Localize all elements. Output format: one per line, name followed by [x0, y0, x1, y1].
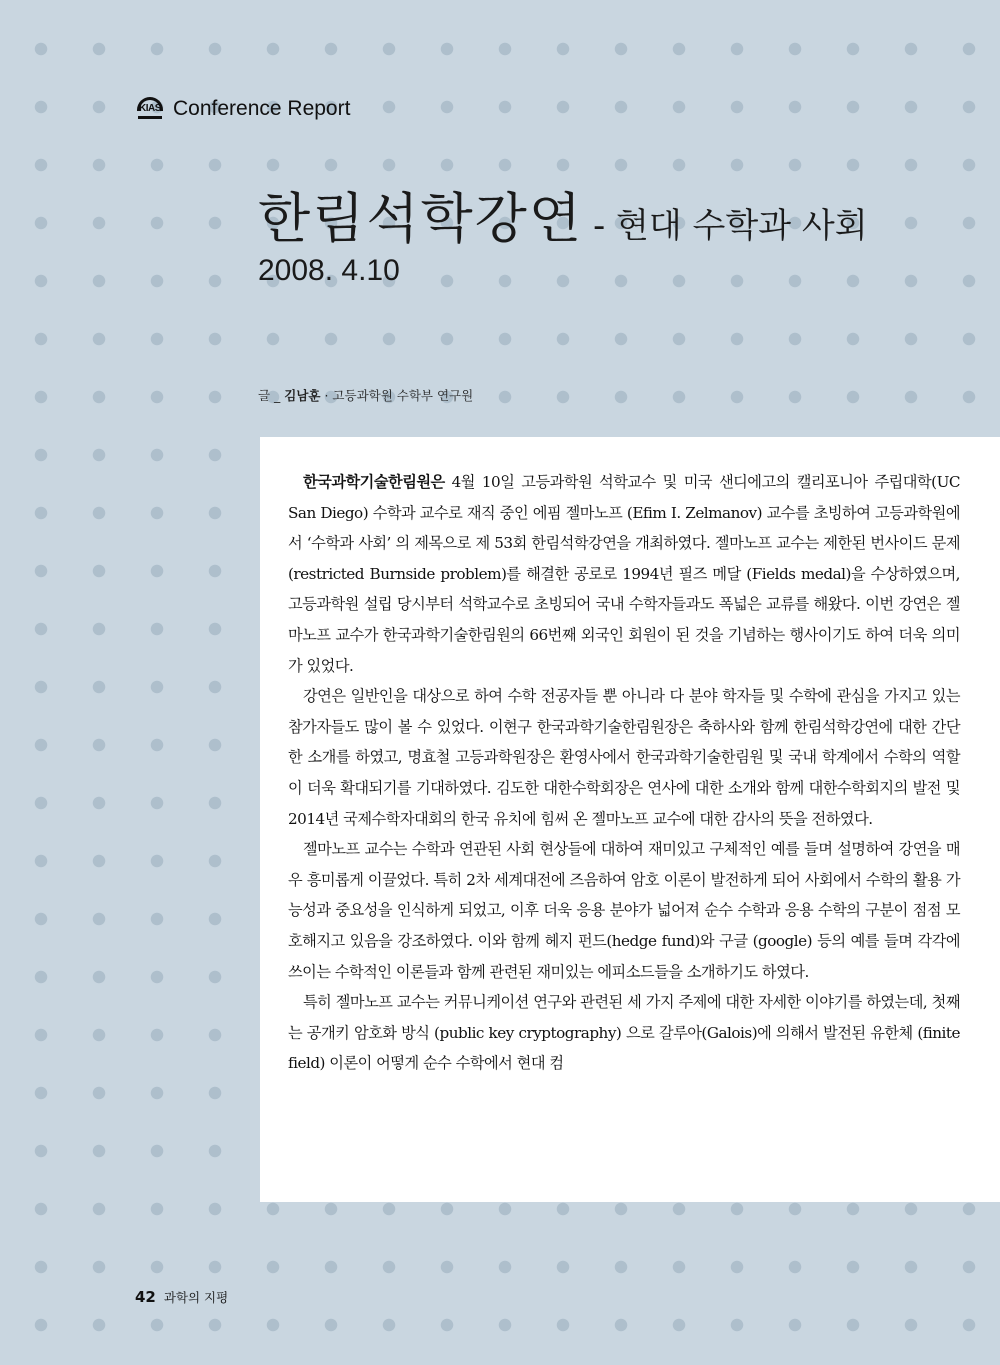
title-sub: - 현대 수학과 사회 [592, 206, 868, 246]
section-header [135, 97, 350, 121]
paragraph-1-text: 4월 10일 고등과학원 석학교수 및 미국 샌디에고의 캘리포니아 주립대학(UC San Diego) 수학과 교수로 재직 중인 에핌 젤마노프 (Efim I. Zelmanov) 교수를 초빙하여 고등과학원에서 ‘수학과 사회’ 의 제목으로 제 53회 한림석학강연을 개최하였다. 젤마노프 교수는 제한된 번사이드 문제(restricted Burnside problem)를 해결한 공로로 1994년 필즈 메달 (Fields medal)을 수상하였으며, 고등과학원 설립 당시부터 석학교수로 초빙되어 국내 수학자들과도 폭넓은 교류를 해왔다. 이번 강연은 젤마노프 교수가 한국과학기술한림원의 66번째 외국인 회원이 된 것을 기념하는 행사이기도 하여 더욱 의미가 있었다. [288, 473, 960, 675]
author-name: 김남훈 [284, 388, 321, 403]
publication-name: 과학의 지평 [163, 1290, 229, 1305]
lead-text: 한국과학기술한림원은 [303, 473, 445, 491]
page-title [258, 176, 868, 253]
paragraph-1 [288, 467, 960, 681]
event-date: 2008. 4.10 [258, 254, 400, 287]
byline-prefix: 글 _ [258, 388, 285, 403]
section-label: Conference Report [173, 97, 351, 120]
author-affiliation: · 고등과학원 수학부 연구원 [320, 388, 474, 403]
page-number: 42 [135, 1288, 156, 1306]
paragraph-2: 강연은 일반인을 대상으로 하여 수학 전공자들 뿐 아니라 다 분야 학자들 및 수학에 관심을 가지고 있는 참가자들도 많이 볼 수 있었다. 이현구 한국과학기술한림원장은 축하사와 함께 한림석학강연에 대한 간단한 소개를 하였고, 명효철 고등과학원장은 환영사에서 한국과학기술한림원 및 국내 학계에서 수학의 역할이 더욱 확대되기를 기대하였다. 김도한 대한수학회장은 연사에 대한 소개와 함께 대한수학회지의 발전 및 2014년 국제수학자대회의 한국 유치에 힘써 온 젤마노프 교수에 대한 감사의 뜻을 전하였다. [288, 687, 960, 828]
kias-logo-icon: KIAS [135, 97, 165, 121]
byline [258, 386, 473, 404]
title-main: 한림석학강연 [258, 187, 583, 250]
paragraph-3: 젤마노프 교수는 수학과 연관된 사회 현상들에 대하여 재미있고 구체적인 예를 들며 설명하여 강연을 매우 흥미롭게 이끌었다. 특히 2차 세계대전에 즈음하여 암호 이론이 발전하게 되어 사회에서 수학의 활용 가능성과 중요성을 인식하게 되었고, 이후 더욱 응용 분야가 넓어져 순수 수학과 응용 수학의 구분이 점점 모호해지고 있음을 강조하였다. 이와 함께 헤지 펀드(hedge fund)와 구글 (google) 등의 예를 들며 각각에 쓰이는 수학적인 이론들과 함께 관련된 재미있는 에피소드들을 소개하기도 하였다. [288, 840, 960, 981]
page-footer [135, 1288, 228, 1306]
article-body [260, 437, 1000, 1202]
paragraph-4: 특히 젤마노프 교수는 커뮤니케이션 연구와 관련된 세 가지 주제에 대한 자세한 이야기를 하였는데, 첫째는 공개키 암호화 방식 (public key cryptography) 으로 갈루아(Galois)에 의해서 발전된 유한체 (finite field) 이론이 어떻게 순수 수학에서 현대 컴 [288, 993, 960, 1073]
